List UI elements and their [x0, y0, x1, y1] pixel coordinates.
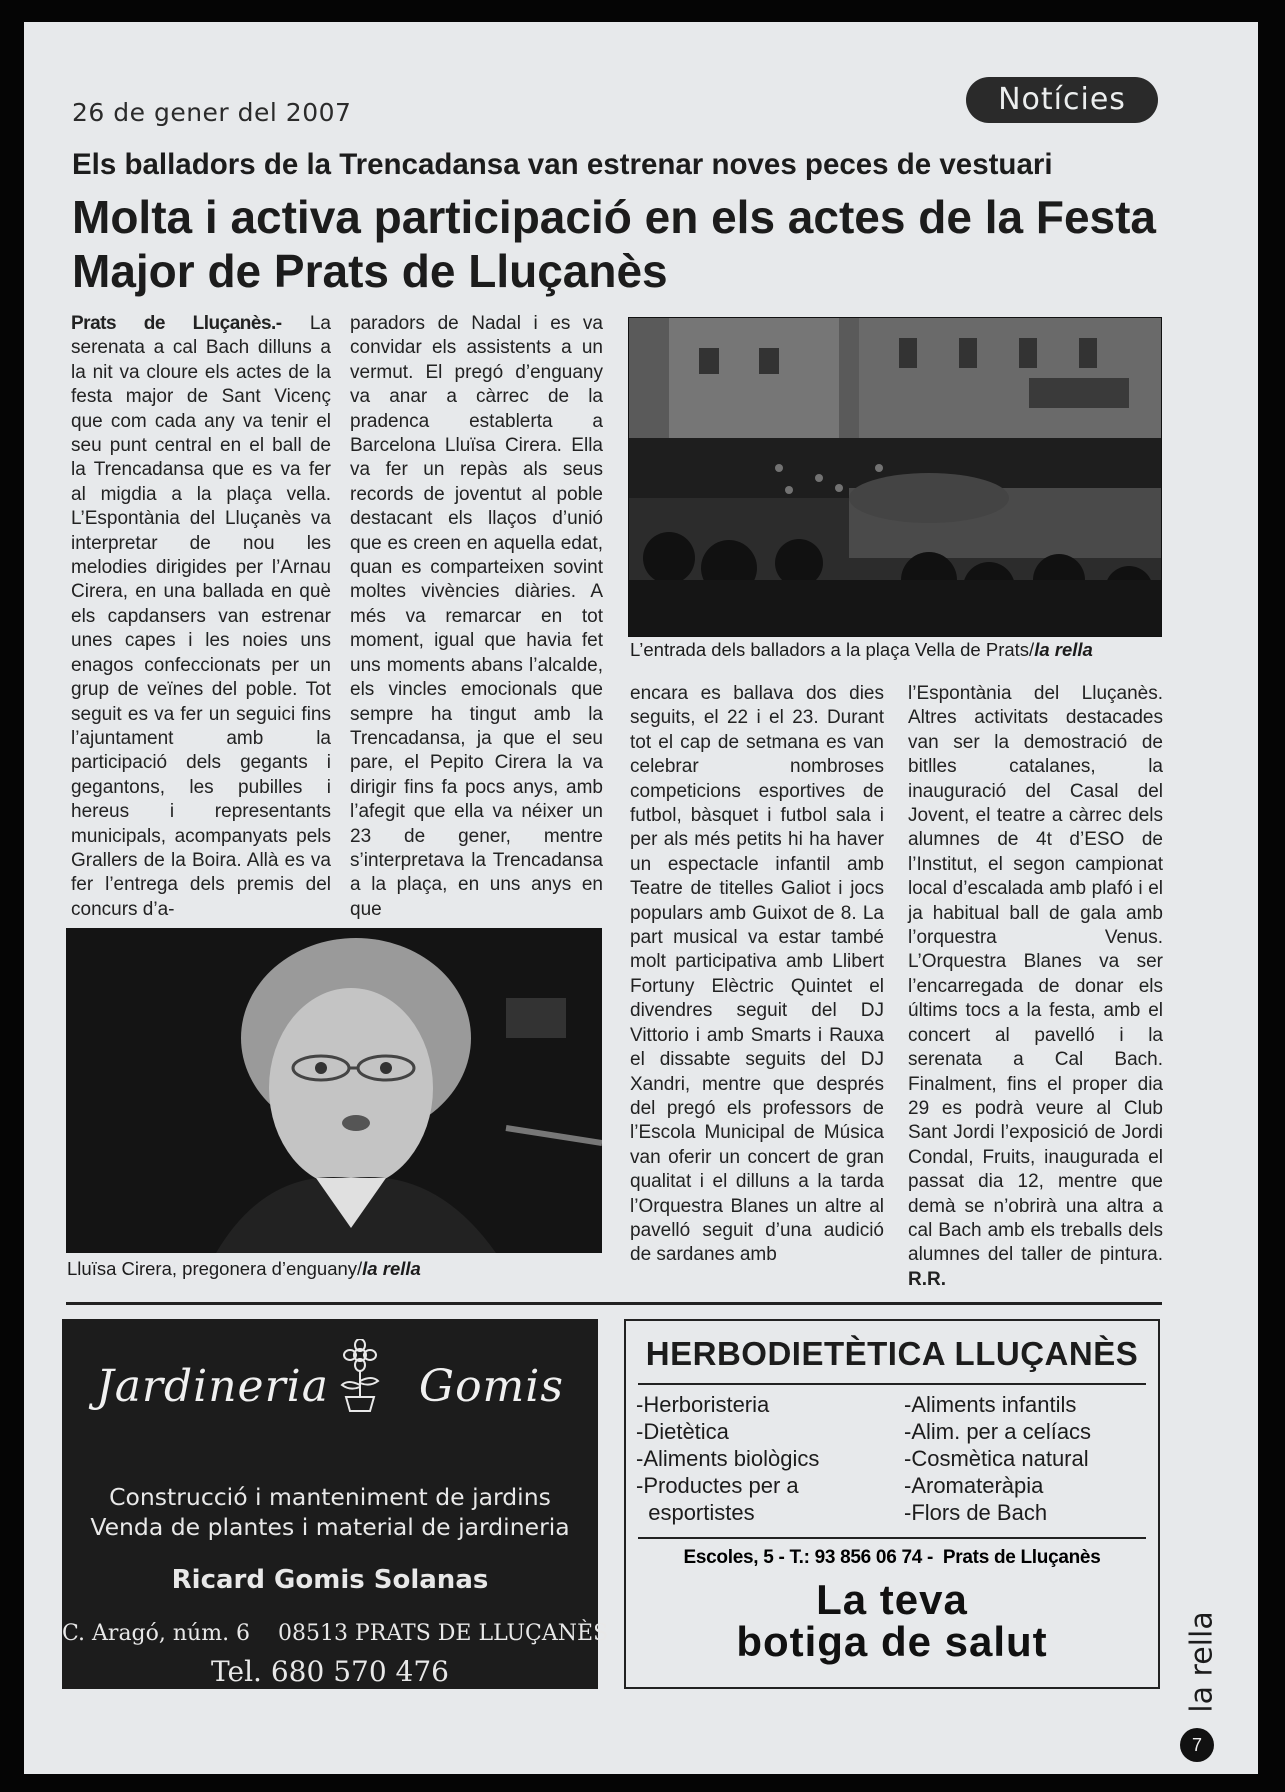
ad-jardineria-address: C. Aragó, núm. 6 08513 PRATS DE LLUÇANÈS [62, 1621, 609, 1646]
ad-herbo-list-right [904, 1391, 1154, 1526]
ad-jardineria-logo: Jardineria Gomis [96, 1361, 564, 1412]
ad-herbo-title: HERBODIETÈTICA LLUÇANÈS [645, 1335, 1139, 1372]
ad-jardineria-phone: Tel. 680 570 476 [211, 1655, 449, 1688]
section-divider [66, 1302, 1162, 1305]
dateline: Prats de Lluçanès.- [71, 313, 282, 334]
list-item: -Aliments biològics [636, 1446, 820, 1471]
publication-brand: la rella [1184, 1611, 1220, 1713]
ad-jardineria-service-2: Venda de plantes i material de jardineria [90, 1513, 570, 1541]
list-item: -Aliments infantils [904, 1392, 1077, 1417]
ad-herbo-divider [638, 1537, 1146, 1539]
article-column-2 [350, 312, 603, 922]
article-column-3 [630, 682, 884, 1268]
ad-herbodietetica [624, 1319, 1160, 1689]
photo-dancers-square [628, 317, 1162, 637]
photo-caption-bottom: Lluïsa Cirera, pregonera d’enguany/la rella [67, 1258, 421, 1279]
ad-herbo-list-left [636, 1391, 886, 1526]
article-column-1 [71, 312, 331, 922]
ad-jardineria-owner: Ricard Gomis Solanas [171, 1565, 489, 1595]
article-column-4 [908, 682, 1163, 1292]
newspaper-page [24, 22, 1258, 1774]
ad-jardineria-gomis [62, 1319, 609, 1689]
article-kicker: Els balladors de la Trencadansa van estrenar noves peces de vestuari [72, 148, 1053, 181]
author-signature: R.R. [908, 1268, 946, 1290]
list-item: -Aromateràpia [904, 1473, 1044, 1498]
section-label: Notícies [966, 77, 1158, 123]
list-item: -Productes per a [636, 1473, 799, 1498]
page-number: 7 [1180, 1728, 1214, 1762]
list-item: -Herboristeria [636, 1392, 770, 1417]
issue-date: 26 de gener del 2007 [72, 98, 352, 127]
photo-caption-top: L’entrada dels balladors a la plaça Vella de Prats/la rella [630, 639, 1093, 660]
column-2-text: paradors de Nadal i es va convidar els assistents a un vermut. El pregó d’enguany va anar a càrrec de la pradenca establerta a Barcelona Lluïsa Cirera. Ella va fer un repàs als seus records de joventut al poble destacant els llaços d’unió que es creen en aquella edat, quan es comparteixen sovint moltes vivències diàries. A més va remarcar en tot moment, igual que havia fet uns moments abans l’alcalde, els vincles emocionals que sempre ha tingut amb la Trencadansa, ja que el seu pare, el Pepito Cirera la va dirigir fins fa pocs anys, amb l’afegit que ella va néixer un 23 de gener, mentre s’interpretava la Trencadansa a la plaça, en uns anys en que [350, 313, 603, 920]
photo-credit: la rella [362, 1258, 421, 1279]
ad-jardineria-service-1: Construcció i manteniment de jardins [109, 1483, 551, 1511]
column-4-text: l’Espontània del Lluçanès. Altres activitats destacades van ser la demostració de bitlles catalanes, la inauguració del Casal del Jovent, el teatre a càrrec dels alumnes de 4t d’ESO de l’Institut, el segon campionat local d’escalada amb plafó i el ja habitual ball de gala amb l’orquestra Venus. L’Orquestra Blanes va ser l’encarregada de donar els últims tocs a la festa, amb el concert al pavelló i la serenata a Cal Bach. Finalment, fins el proper dia 29 es podrà veure al Club Sant Jordi l’exposició de Jordi Condal, Fruits, inaugurada el passat dia 12, mentre que demà se n’obrirà una altra a cal Bach amb els treballs dels alumnes del taller de pintura. [908, 683, 1163, 1266]
article-headline: Molta i activa participació en els actes de la Festa Major de Prats de Lluçanès [72, 191, 1157, 297]
list-item: esportistes [636, 1500, 755, 1525]
list-item: -Cosmètica natural [904, 1446, 1089, 1471]
photo-speaker-image [66, 928, 602, 1253]
column-1-text: La serenata a cal Bach dilluns a la nit va cloure els actes de la festa major de Sant Vicenç que com cada any va tenir el seu punt central en el ball de la Trencadansa que es va fer al migdia a la plaça vella. L’Espontània del Lluçanès va interpretar de nou les melodies dirigides per l’Arnau Cirera, en una ballada en què els capdansers van estrenar unes capes i les noies uns enagos confeccionats per un grup de veïnes del poble. Tot seguit es va fer un seguici fins l’ajuntament amb la participació dels gegants i gegantons, les pubilles i hereus i representants municipals, acompanyats pels Grallers de la Boira. Allà es va fer l’entrega dels premis del concurs d’a- [71, 313, 331, 920]
photo-dancers-square-image [629, 318, 1161, 636]
column-3-text: encara es ballava dos dies seguits, el 22 i el 23. Durant tot el cap de setmana es van celebrar nombroses competicions esportives de futbol, bàsquet i futbol sala i per als més petits hi ha haver un espectacle infantil amb Teatre de titelles Galiot i jocs populars amb Guixot de 8. La part musical va estar també molt participativa amb Llibert Fortuny Elèctric Quintet el divendres seguit del DJ Vittorio i amb Smarts i Rauxa el dissabte seguits del DJ Xandri, mentre que després del pregó els professors de l’Escola Municipal de Música van oferir un concert de gran qualitat i el dilluns a la tarda l’Orquestra Blanes un altre al pavelló seguit d’una audició de sardanes amb [630, 683, 884, 1266]
list-item: -Flors de Bach [904, 1500, 1048, 1525]
photo-credit: la rella [1034, 639, 1093, 660]
list-item: -Alim. per a celíacs [904, 1419, 1092, 1444]
ad-herbo-address: Escoles, 5 - T.: 93 856 06 74 - Prats de Lluçanès [683, 1547, 1101, 1568]
ad-herbo-divider [638, 1383, 1146, 1385]
photo-speaker [66, 928, 602, 1253]
list-item: -Dietètica [636, 1419, 729, 1444]
ad-herbo-slogan: La teva botiga de salut [736, 1576, 1048, 1665]
